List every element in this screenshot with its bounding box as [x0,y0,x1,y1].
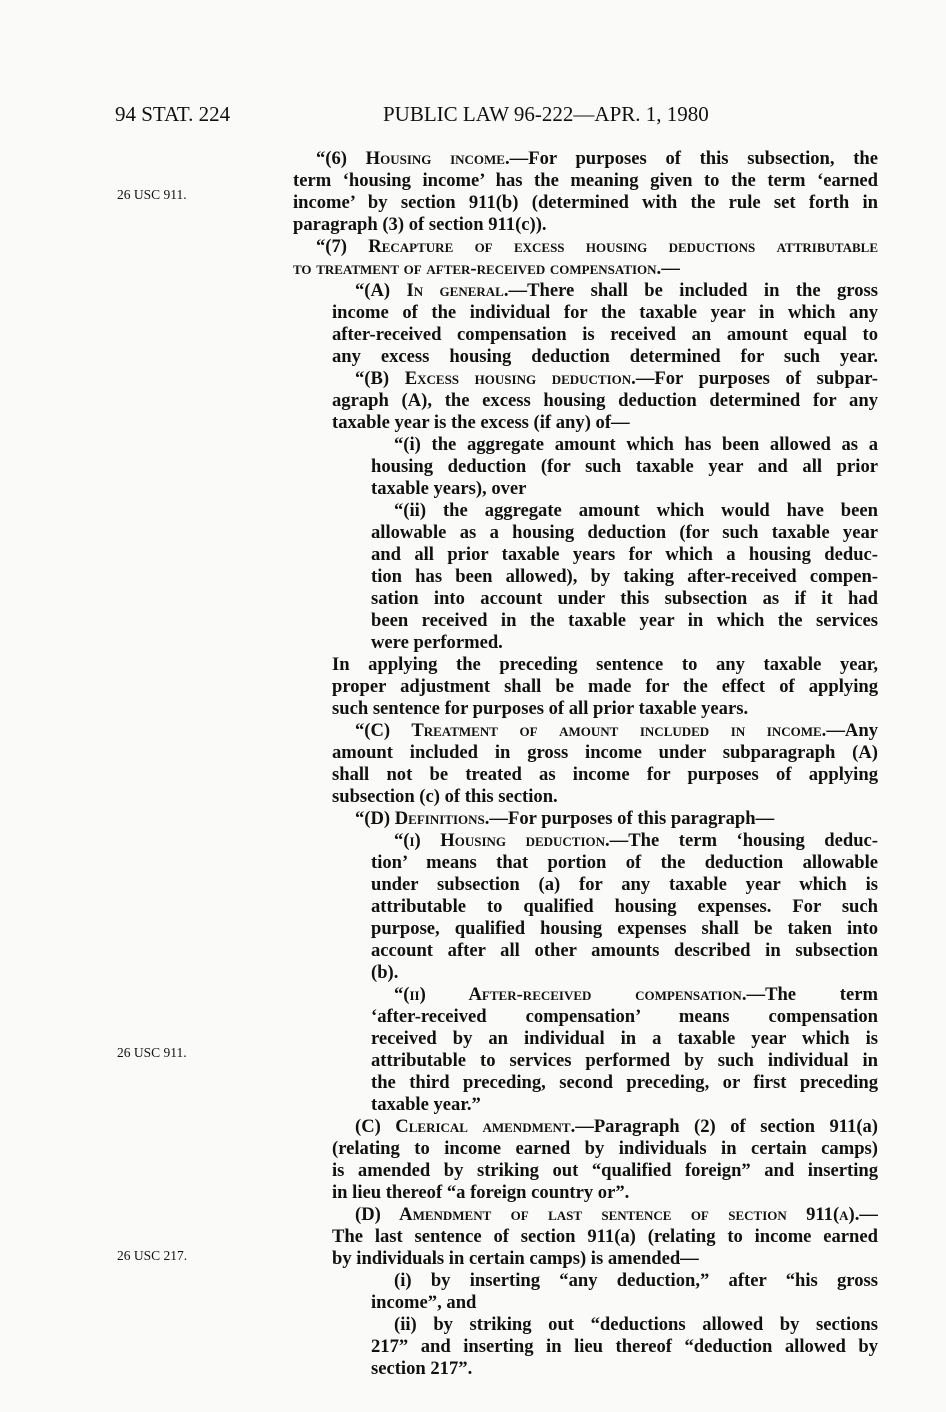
small-caps-heading: “(6) Housing income. [316,148,510,169]
margin-note: 26 USC 217. [117,1248,188,1263]
text-line: housing deduction (for such taxable year and all prior [371,456,878,477]
text-line: received by an individual in a taxable year which is [371,1028,878,1049]
text-line: subsection (c) of this section. [332,786,558,807]
small-caps-heading: (D) Amendment of last sentence of section 911(a). [355,1204,860,1225]
text-line: attributable to qualified housing expenses. For such [371,896,878,917]
margin-note: 26 USC 911. [117,187,187,202]
text-line: ‘after-received compensation’ means compensation [371,1006,878,1027]
small-caps-heading: “(ii) After-received compensation. [394,984,747,1005]
text-line: income of the individual for the taxable year in which any [332,302,878,323]
text-line: (ii) by striking out “deductions allowed by sections [394,1314,878,1335]
text-line: “(C) Treatment of amount included in income.—Any [355,720,878,741]
text-line: amount included in gross income under subparagraph (A) [332,742,878,763]
text-line: sation into account under this subsection as if it had [371,588,878,609]
text-line: taxable year is the excess (if any) of— [332,412,630,433]
text-line: “(i) the aggregate amount which has been allowed as a [394,434,878,455]
small-caps-heading: “(B) Excess housing deduction. [355,368,636,389]
text-line: tion has been allowed), by taking after-received compen- [371,566,878,587]
text-line: and all prior taxable years for which a housing deduc- [371,544,878,565]
text-line: allowable as a housing deduction (for such taxable year [371,522,878,543]
small-caps-heading: “(7) Recapture of excess housing deductions attributable [316,236,878,257]
text-line: paragraph (3) of section 911(c)). [293,214,547,235]
running-head: PUBLIC LAW 96-222—APR. 1, 1980 [383,102,709,126]
text-line: taxable years), over [371,478,527,499]
text-line: “(6) Housing income.—For purposes of this subsection, the [316,148,878,169]
text-line: by individuals in certain camps) is amended— [332,1248,699,1269]
text-line: were performed. [371,632,503,653]
text-line: account after all other amounts described in subsection [371,940,878,961]
text-line: (relating to income earned by individuals in certain camps) [332,1138,878,1159]
text-line: such sentence for purposes of all prior taxable years. [332,698,749,719]
small-caps-heading: “(D) Definitions. [355,808,490,829]
text-line: The last sentence of section 911(a) (relating to income earned [332,1226,878,1247]
text-line: to treatment of after-received compensation.— [293,258,680,279]
text-line: income”, and [371,1292,477,1313]
stat-citation: 94 STAT. 224 [115,102,231,126]
text-line: (i) by inserting “any deduction,” after “his gross [394,1270,878,1291]
text-line: “(ii) After-received compensation.—The term [394,984,878,1005]
text-line: tion’ means that portion of the deduction allowable [371,852,878,873]
text-line: (C) Clerical amendment.—Paragraph (2) of section 911(a) [355,1116,878,1137]
text-line: “(i) Housing deduction.—The term ‘housing deduc- [394,830,878,851]
text-line: income’ by section 911(b) (determined with the rule set forth in [293,192,878,213]
text-line: any excess housing deduction determined for such year. [332,346,878,367]
text-line: “(ii) the aggregate amount which would have been [394,500,878,521]
text-line: is amended by striking out “qualified foreign” and inserting [332,1160,878,1181]
text-line: shall not be treated as income for purposes of applying [332,764,878,785]
text-line: under subsection (a) for any taxable year which is [371,874,878,895]
text-line: agraph (A), the excess housing deduction determined for any [332,390,878,411]
text-line: In applying the preceding sentence to any taxable year, [332,654,878,675]
text-line: (b). [371,962,399,983]
text-line: attributable to services performed by such individual in [371,1050,878,1071]
text-line: after-received compensation is received an amount equal to [332,324,878,345]
text-line: “(B) Excess housing deduction.—For purposes of subpar- [355,368,878,389]
text-line: “(D) Definitions.—For purposes of this paragraph— [355,808,775,829]
text-line [316,236,878,258]
small-caps-heading: “(i) Housing deduction. [394,830,610,851]
margin-note: 26 USC 911. [117,1045,187,1060]
text-line: section 217”. [371,1358,473,1379]
text-line: in lieu thereof “a foreign country or”. [332,1182,630,1203]
text-line: term ‘housing income’ has the meaning given to the term ‘earned [293,170,878,191]
text-line: (D) Amendment of last sentence of section 911(a).— [355,1204,878,1225]
small-caps-heading: “(A) In general. [355,280,509,301]
text-line: proper adjustment shall be made for the effect of applying [332,676,878,697]
text-line: the third preceding, second preceding, or first preceding [371,1072,878,1093]
small-caps-heading: (C) Clerical amendment. [355,1116,576,1137]
small-caps-heading: “(C) Treatment of amount included in income. [355,720,827,741]
text-line: “(A) In general.—There shall be included in the gross [355,280,878,301]
text-line: taxable year.” [371,1094,481,1115]
text-line: purpose, qualified housing expenses shall be taken into [371,918,878,939]
text-line: 217” and inserting in lieu thereof “deduction allowed by [371,1336,878,1357]
text-line: been received in the taxable year in which the services [371,610,878,631]
small-caps-heading: to treatment of after-received compensation. [293,258,662,279]
